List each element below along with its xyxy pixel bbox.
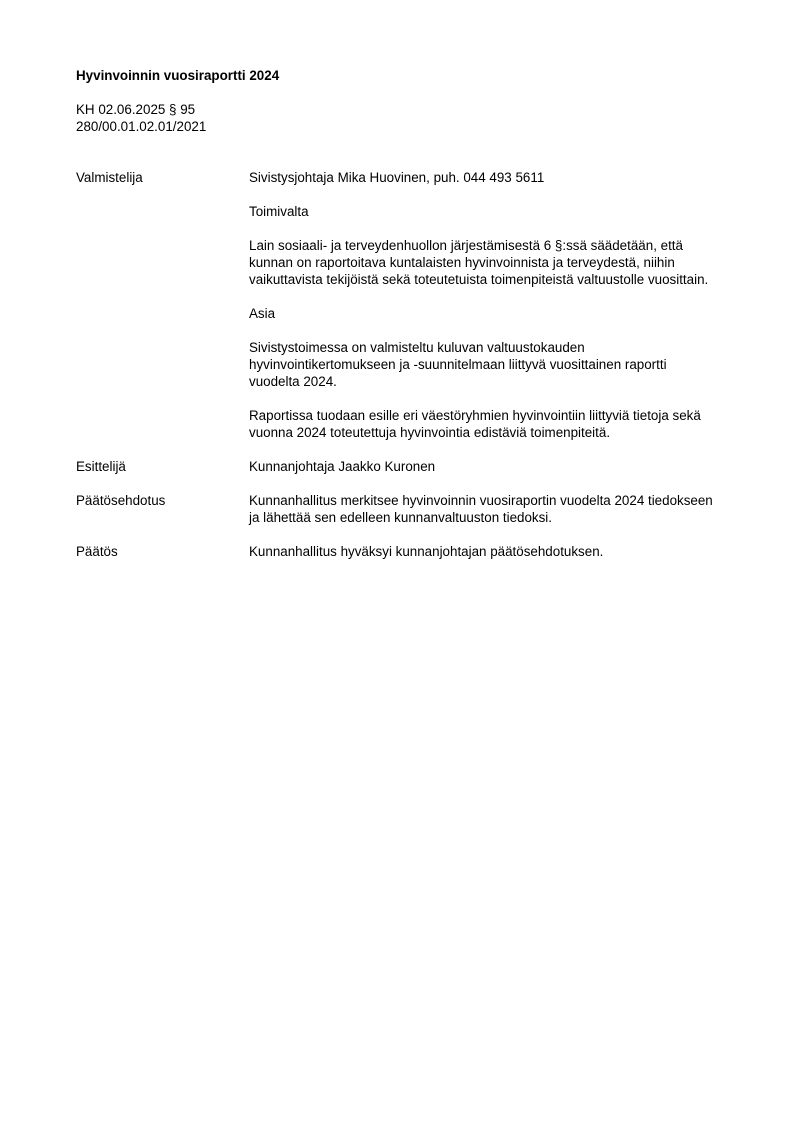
section-label: Päätös [76,544,118,559]
section-content [249,458,719,475]
asia-text-1: Sivistystoimessa on valmisteltu kuluvan valtuustokauden hyvinvointikertomukseen ja -suunnitelmaan liittyvä vuosittainen raportti vuodelta 2024. [249,340,667,389]
toimivalta-text: Lain sosiaali- ja terveydenhuollon järjestämisestä 6 §:ssä säädetään, että kunnan on raportoitava kuntalaisten hyvinvoinnista ja terveydestä, niihin vaikuttavista tekijöistä sekä toteutetuista toimenpiteistä valtuustolle vuosittain. [249,238,709,287]
section-valmistelija [76,169,726,441]
section-content [249,543,719,560]
section-label: Valmistelija [76,170,143,185]
record-number: 280/00.01.02.01/2021 [76,119,207,134]
preparer-text: Sivistysjohtaja Mika Huovinen, puh. 044 493 5611 [249,170,545,185]
asia-heading: Asia [249,306,276,321]
section-content [249,169,719,441]
esittelija-text: Kunnanjohtaja Jaakko Kuronen [249,459,436,474]
paatosehdotus-text: Kunnanhallitus merkitsee hyvinvoinnin vuosiraportin vuodelta 2024 tiedokseen ja lähettää sen edelleen kunnanvaltuuston tiedoksi. [249,493,713,525]
section-paatosehdotus [76,492,726,526]
section-paatos [76,543,726,560]
section-content [249,492,719,526]
document-title: Hyvinvoinnin vuosiraportti 2024 [76,68,280,83]
paatos-text: Kunnanhallitus hyväksyi kunnanjohtajan päätösehdotuksen. [249,544,604,559]
document-meta [76,101,206,135]
meeting-reference: KH 02.06.2025 § 95 [76,102,196,117]
section-esittelija [76,458,726,475]
document-sections [76,169,726,577]
section-label: Päätösehdotus [76,493,166,508]
asia-text-2: Raportissa tuodaan esille eri väestöryhmien hyvinvointiin liittyviä tietoja sekä vuonna 2024 toteutettuja hyvinvointia edistäviä toimenpiteitä. [249,408,701,440]
toimivalta-heading: Toimivalta [249,204,309,219]
section-label: Esittelijä [76,459,126,474]
